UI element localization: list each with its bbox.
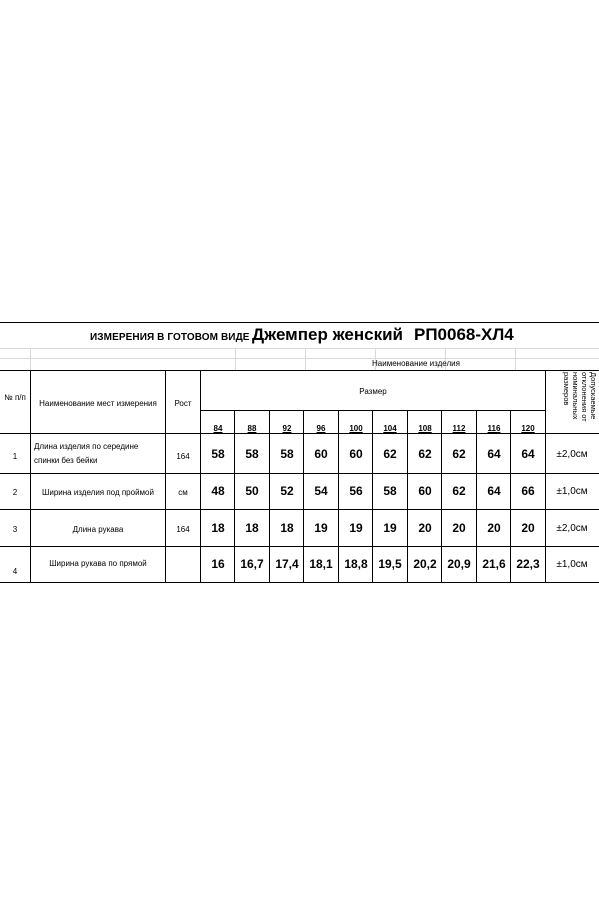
value-cell: 20: [521, 521, 535, 535]
size-84: 84: [213, 424, 223, 433]
tolerance-cell: ±2,0см: [556, 523, 588, 534]
value-cell: 20: [487, 521, 501, 535]
value-cell: 16,7: [240, 557, 264, 571]
size-108: 108: [418, 424, 432, 433]
value-cell: 60: [349, 447, 363, 461]
size-header: Размер: [359, 387, 387, 396]
value-cell: 18,1: [309, 557, 333, 571]
value-cell: 58: [211, 447, 225, 461]
row-name: Длина рукава: [72, 525, 124, 534]
row-height: см: [178, 488, 188, 497]
value-cell: 20,9: [447, 557, 471, 571]
row-num: 4: [12, 567, 18, 576]
value-cell: 19,5: [378, 557, 402, 571]
value-cell: 16: [211, 557, 225, 571]
col-height-header: Рост: [174, 399, 192, 408]
tolerance-cell: ±2,0см: [556, 449, 588, 460]
row-height: 164: [176, 452, 190, 461]
value-cell: 18: [245, 521, 259, 535]
value-cell: 54: [314, 484, 328, 498]
product-name: Джемпер женский: [252, 325, 403, 344]
value-cell: 62: [383, 447, 397, 461]
value-cell: 58: [383, 484, 397, 498]
tolerance-cell: ±1,0см: [556, 559, 588, 570]
value-cell: 18,8: [344, 557, 368, 571]
value-cell: 20,2: [413, 557, 437, 571]
value-cell: 50: [245, 484, 259, 498]
col-num-header: № п/п: [4, 393, 26, 402]
value-cell: 18: [211, 521, 225, 535]
value-cell: 56: [349, 484, 363, 498]
row-num: 3: [12, 525, 18, 534]
size-116: 116: [487, 424, 501, 433]
value-cell: 64: [521, 447, 535, 461]
value-cell: 19: [314, 521, 328, 535]
row-height: 164: [176, 525, 190, 534]
value-cell: 48: [211, 484, 225, 498]
row-name: Ширина рукава по прямой: [49, 559, 147, 568]
size-88: 88: [247, 424, 257, 433]
value-cell: 66: [521, 484, 535, 498]
size-104: 104: [383, 424, 397, 433]
size-100: 100: [349, 424, 363, 433]
row-name: Длина изделия по середине спинки без бейки: [34, 442, 139, 465]
size-96: 96: [316, 424, 326, 433]
value-cell: 62: [452, 484, 466, 498]
value-cell: 18: [280, 521, 294, 535]
col-name-header: Наименование мест измерения: [39, 399, 157, 408]
value-cell: 64: [487, 484, 501, 498]
size-120: 120: [521, 424, 535, 433]
article-code: РП0068-ХЛ4: [414, 325, 514, 344]
row-name: Ширина изделия под проймой: [42, 488, 154, 497]
value-cell: 19: [383, 521, 397, 535]
title-row: [0, 322, 599, 349]
value-cell: 62: [452, 447, 466, 461]
size-112: 112: [452, 424, 466, 433]
value-cell: 22,3: [516, 557, 540, 571]
value-cell: 60: [418, 484, 432, 498]
row-num: 1: [12, 452, 18, 461]
value-cell: 17,4: [275, 557, 299, 571]
row-num: 2: [12, 488, 18, 497]
value-cell: 52: [280, 484, 294, 498]
tolerance-cell: ±1,0см: [556, 486, 588, 497]
value-cell: 21,6: [482, 557, 506, 571]
size-92: 92: [282, 424, 292, 433]
value-cell: 58: [245, 447, 259, 461]
group-header: Наименование изделия: [372, 359, 460, 368]
tolerance-header: Допускаемые отклонения от номинальных размеров: [562, 372, 598, 422]
value-cell: 20: [452, 521, 466, 535]
measurement-sheet: [0, 322, 599, 587]
value-cell: 64: [487, 447, 501, 461]
value-cell: 20: [418, 521, 432, 535]
value-cell: 58: [280, 447, 294, 461]
value-cell: 19: [349, 521, 363, 535]
measurements-label: ИЗМЕРЕНИЯ В ГОТОВОМ ВИДЕ: [90, 332, 250, 343]
value-cell: 60: [314, 447, 328, 461]
value-cell: 62: [418, 447, 432, 461]
